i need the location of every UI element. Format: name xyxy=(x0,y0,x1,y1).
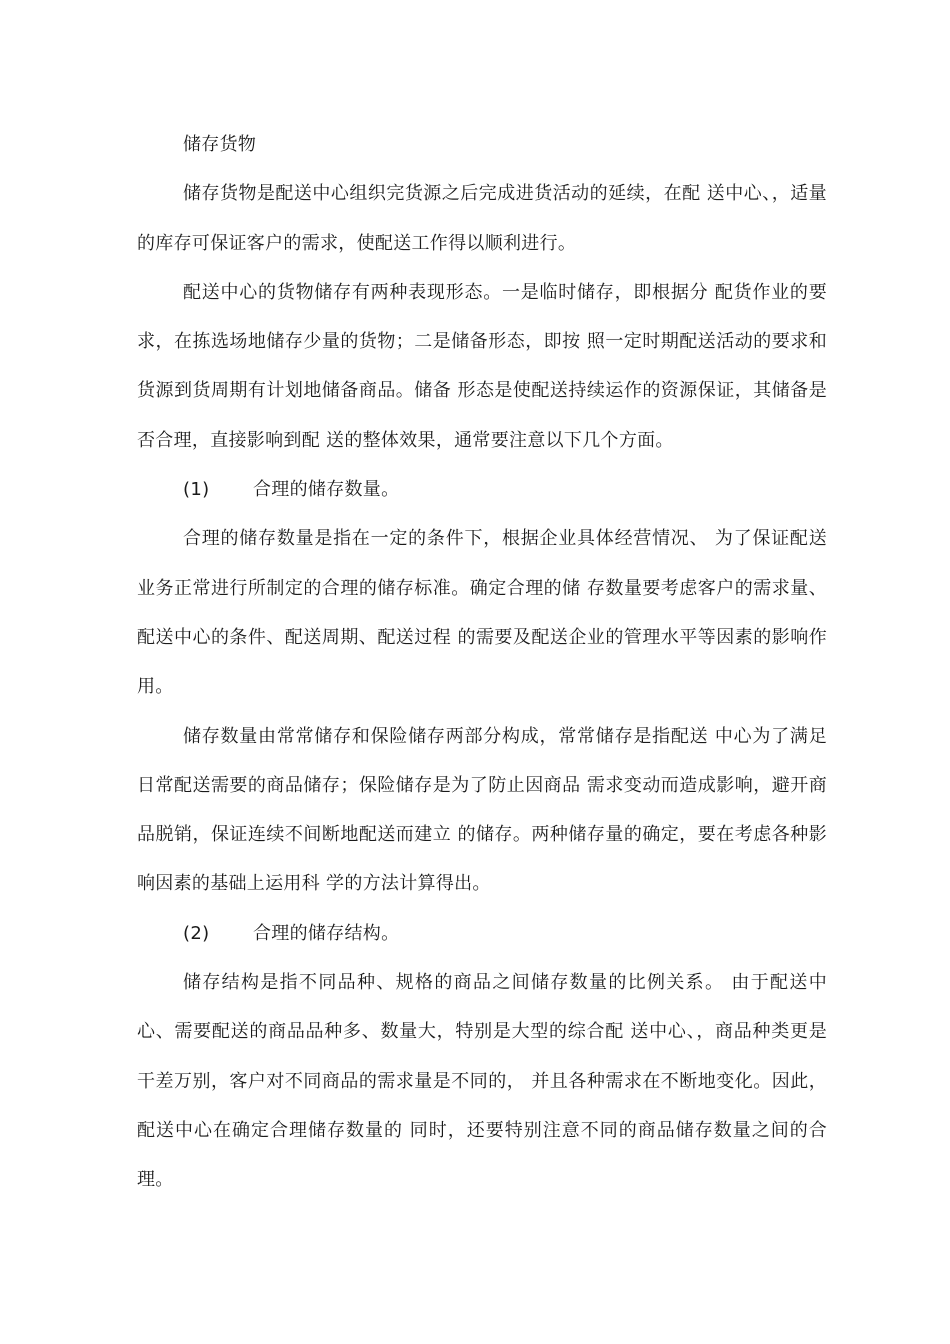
numbered-heading-2 xyxy=(137,909,827,958)
paragraph: 储存货物是配送中心组织完货源之后完成进货活动的延续，在配 送中心、，适量的库存可保证客户的需求，使配送工作得以顺利进行。 xyxy=(137,183,827,254)
paragraph: 合理的储存数量是指在一定的条件下，根据企业具体经营情况、 为了保证配送业务正常进行所制定的合理的储存标准。确定合理的储 存数量要考虑客户的需求量、配送中心的条件、配送周期、配送过程 的需要及配送企业的管理水平等因素的影响作用。 xyxy=(137,528,827,698)
document-body xyxy=(137,120,827,1205)
item-number: (2) xyxy=(183,922,210,944)
paragraph: 储存结构是指不同品种、规格的商品之间储存数量的比例关系。 由于配送中心、需要配送的商品品种多、数量大，特别是大型的综合配 送中心、，商品种类更是干差万别，客户对不同商品的需求量是不同的， 并且各种需求在不断地变化。因此，配送中心在确定合理储存数量的 同时，还要特别注意不同的商品储存数量之间的合理。 xyxy=(137,972,827,1191)
paragraph: 储存数量由常常储存和保险储存两部分构成，常常储存是指配送 中心为了满足日常配送需要的商品储存；保险储存是为了防止因商品 需求变动而造成影响，避开商品脱销，保证连续不间断地配送而建立 的储存。两种储存量的确定，要在考虑各种影响因素的基础上运用科 学的方法计算得出。 xyxy=(137,725,827,895)
paragraph: 配送中心的货物储存有两种表现形态。一是临时储存，即根据分 配货作业的要求，在拣选场地储存少量的货物；二是储备形态，即按 照一定时期配送活动的要求和货源到货周期有计划地储备商品。储备 形态是使配送持续运作的资源保证，其储备是否合理，直接影响到配 送的整体效果，通常要注意以下几个方面。 xyxy=(137,281,827,451)
item-title: 合理的储存数量。 xyxy=(253,479,400,501)
item-title: 合理的储存结构。 xyxy=(253,922,400,944)
numbered-heading-1 xyxy=(137,465,827,514)
section-title: 储存货物 xyxy=(183,134,257,155)
item-number: (1) xyxy=(183,479,210,501)
